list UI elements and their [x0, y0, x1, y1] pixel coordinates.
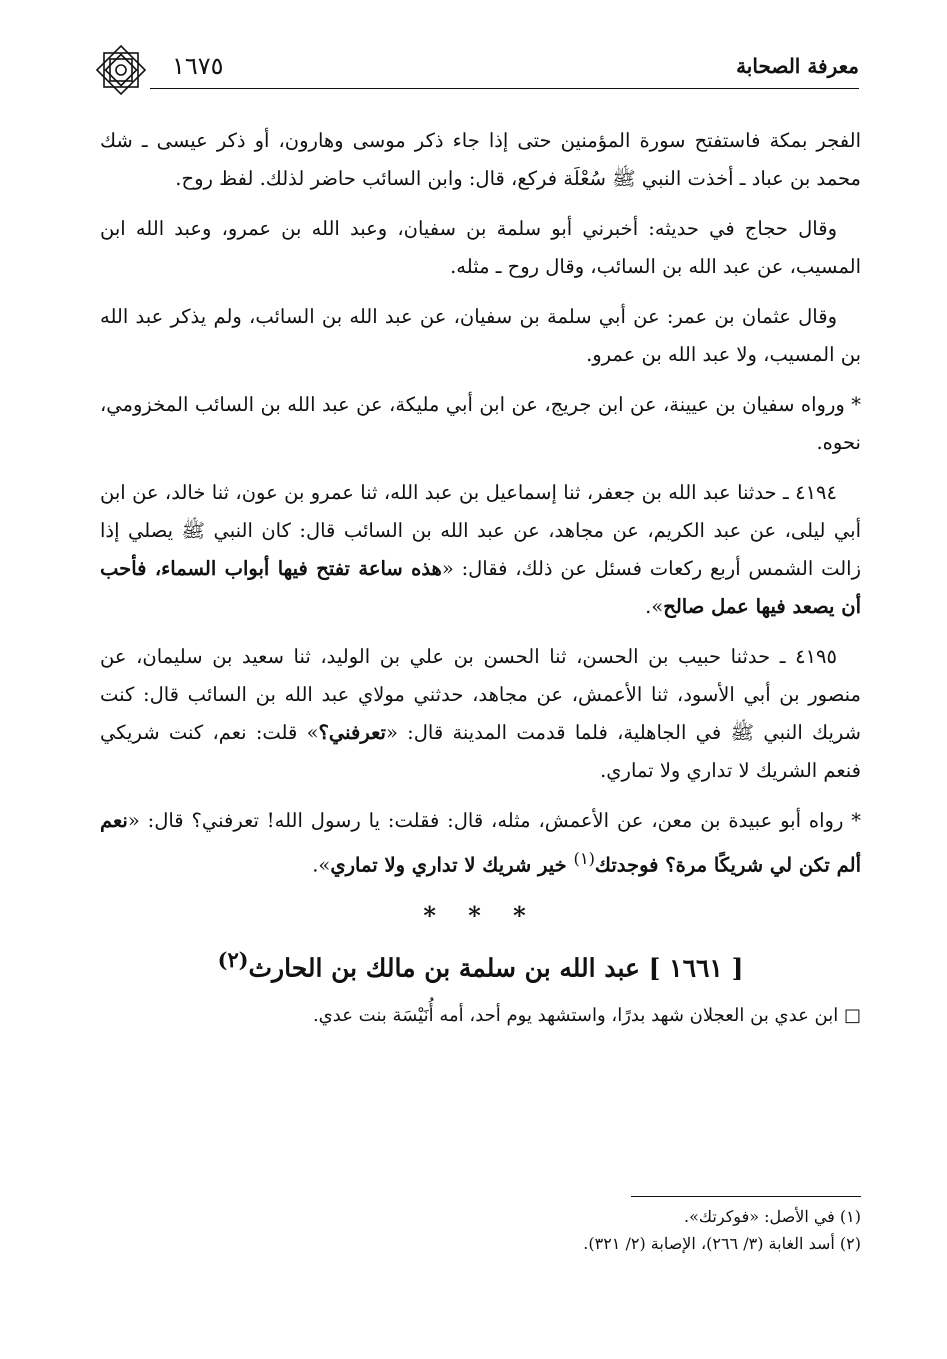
- hadith-4195: [100, 638, 861, 790]
- paragraph-1: الفجر بمكة فاستفتح سورة المؤمنين حتى إذا جاء ذكر موسى وهارون، أو ذكر عيسى ـ شك محمد بن عباد ـ أخذت النبي ﷺ سُعْلَة فركع، قال: وابن السائب حاضر لذلك. لفظ روح.: [100, 129, 861, 190]
- page-number: ١٦٧٥: [172, 52, 224, 80]
- footnote-ref-1: (١): [573, 849, 595, 868]
- hadith-4195-end: » قلت: نعم، كنت شريكي فنعم الشريك لا تداري ولا تماري.: [100, 721, 861, 782]
- page-header: [92, 40, 859, 100]
- header-rule: [150, 88, 859, 89]
- paragraph-7-quote-2: خير شريك لا تداري ولا تماري: [330, 853, 574, 877]
- paragraph-7-end: ».: [312, 853, 331, 877]
- hadith-4195-text: ٤١٩٥ ـ حدثنا حبيب بن الحسن، ثنا الحسن بن علي بن الوليد، ثنا سعيد بن سليمان، عن منصور بن أبي الأسود، ثنا الأعمش، عن مجاهد، حدثني مولاي عبد الله بن السائب قال: كنت شريك النبي ﷺ في الجاهلية، فلما قدمت المدينة قال: «: [100, 645, 861, 744]
- star-ornament-icon: [92, 40, 150, 100]
- section-separator: * * *: [423, 900, 538, 930]
- paragraph-3: وقال عثمان بن عمر: عن أبي سلمة بن سفيان، عن عبد الله بن السائب، ولم يذكر عبد الله بن المسيب، ولا عبد الله بن عمرو.: [100, 305, 861, 366]
- paragraph-7-text: * رواه أبو عبيدة بن معن، عن الأعمش، مثله، قال: فقلت: يا رسول الله! تعرفني؟ قال: «: [127, 809, 861, 832]
- running-title: معرفة الصحابة: [736, 54, 859, 78]
- hadith-4194: [100, 474, 861, 626]
- hadith-4194-quote: هذه ساعة تفتح فيها أبواب السماء، فأحب أن يصعد فيها عمل صالح: [100, 557, 861, 618]
- footnote-1: (١) في الأصل: «فوكرتك».: [684, 1207, 861, 1226]
- paragraph-2: وقال حجاج في حديثه: أخبرني أبو سلمة بن سفيان، وعبد الله بن عمرو، وعبد الله ابن المسيب، عن عبد الله بن السائب، وقال روح ـ مثله.: [100, 217, 861, 278]
- footnote-ref-2: (٢): [217, 946, 249, 972]
- main-text: [100, 122, 861, 1047]
- paragraph-7-quote-1: نعم ألم تكن لي شريكًا مرة؟ فوجدتك: [100, 809, 861, 877]
- paragraph-4: * ورواه سفيان بن عيينة، عن ابن جريج، عن ابن أبي مليكة، عن عبد الله بن السائب المخزومي، نحوه.: [100, 393, 861, 454]
- hadith-4194-text: ٤١٩٤ ـ حدثنا عبد الله بن جعفر، ثنا إسماعيل بن عبد الله، ثنا عمرو بن عون، ثنا خالد، عن ابن أبي ليلى، عن عبد الكريم، عن مجاهد، عن عبد الله بن السائب قال: كان النبي ﷺ يصلي إذا زالت الشمس أربع ركعات فسئل عن ذلك، فقال: «: [100, 481, 861, 580]
- section-heading: [100, 941, 861, 987]
- footnote-rule: [631, 1196, 861, 1197]
- biography-entry: □ ابن عدي بن العجلان شهد بدرًا، واستشهد يوم أحد، أمه أُنَيْسَة بنت عدي.: [312, 1004, 861, 1026]
- section-heading-text: [ ١٦٦١ ] عبد الله بن سلمة بن مالك بن الحارث: [248, 952, 744, 982]
- footnote-2: (٢) أسد الغابة (٣/ ٢٦٦)، الإصابة (٢/ ٣٢١).: [583, 1234, 861, 1253]
- hadith-4194-end: ».: [645, 595, 664, 618]
- hadith-4195-quote: تعرفني؟: [318, 721, 386, 744]
- paragraph-7: [100, 802, 861, 885]
- footnotes: [100, 1196, 861, 1257]
